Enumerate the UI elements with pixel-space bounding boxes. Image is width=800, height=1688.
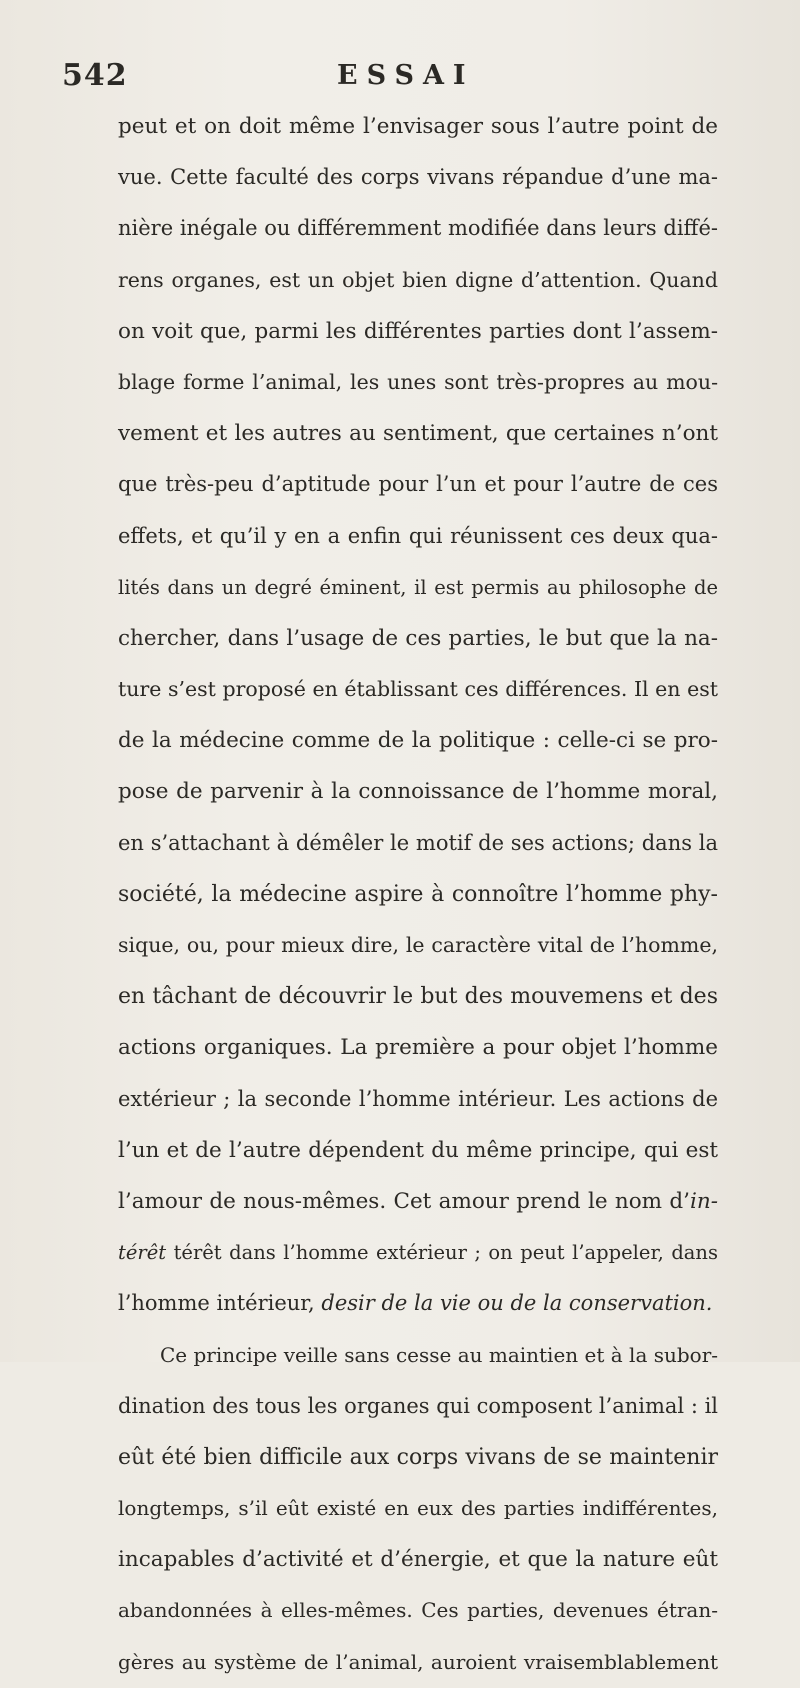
text-line: vue. Cette faculté des corps vivans répandue d’une ma- [118,165,718,190]
text-line: dination des tous les organes qui composent l’animal : il [118,1393,718,1418]
text-line: eût été bien difficile aux corps vivans de se maintenir [118,1444,718,1470]
text-line: ture s’est proposé en établissant ces différences. Il en est [118,677,718,702]
text-line: pose de parvenir à la connoissance de l’homme moral, [118,779,718,805]
text-line: longtemps, s’il eût existé en eux des parties indifférentes, [118,1496,718,1521]
italic-text: desir de la vie ou de la conservation. [321,1291,713,1316]
text-line: effets, et qu’il y en a enfin qui réunissent ces deux qua- [118,523,718,548]
italic-text: térêt [118,1241,167,1265]
text-line: gères au système de l’animal, auroient vraisemblablement [118,1649,718,1674]
text-line: que très-peu d’aptitude pour l’un et pour l’autre de ces [118,472,718,497]
text-line: chercher, dans l’usage de ces parties, le but que la na- [118,625,718,651]
text-line: blage forme l’animal, les unes sont très-propres au mou- [118,369,718,394]
text-line [118,1227,718,1278]
text-line: extérieur ; la seconde l’homme intérieur. Les actions de [118,1086,718,1111]
text-segment: térêt dans l’homme extérieur ; on peut l’appeler, dans [173,1241,718,1265]
text-line: actions organiques. La première a pour objet l’homme [118,1035,718,1061]
text-line: Ce principe veille sans cesse au maintien et à la subor- [160,1342,719,1367]
text-line: peut et on doit même l’envisager sous l’autre point de [118,114,718,139]
text-line: en s’attachant à démêler le motif de ses actions; dans la [118,830,718,855]
text-line [118,1278,718,1329]
text-line: l’un et de l’autre dépendent du même principe, qui est [118,1137,718,1163]
text-line: on voit que, parmi les différentes parties dont l’assem- [118,318,718,344]
page-header [62,58,702,98]
text-segment: l’amour de nous-mêmes. Cet amour prend le nom d’ [118,1188,690,1214]
text-line: vement et les autres au sentiment, que certaines n’ont [118,421,718,447]
text-line: en tâchant de découvrir le but des mouvemens et des [118,984,718,1010]
text-line: de la médecine comme de la politique : celle-ci se pro- [118,728,718,754]
text-line: société, la médecine aspire à connoître l’homme phy- [118,881,718,907]
running-title: ESSAI [337,60,475,91]
text-segment: l’homme intérieur, [118,1291,315,1316]
body-text [118,101,718,1688]
text-line: abandonnées à elles-mêmes. Ces parties, devenues étran- [118,1598,718,1623]
text-line: sique, ou, pour mieux dire, le caractère vital de l’homme, [118,933,718,957]
italic-text: in- [690,1188,718,1214]
text-line: rens organes, est un objet bien digne d’attention. Quand [118,267,718,292]
page-number: 542 [62,58,128,93]
text-line: lités dans un degré éminent, il est permis au philosophe de [118,575,718,599]
text-line [118,1176,718,1227]
text-line: incapables d’activité et d’énergie, et que la nature eût [118,1547,718,1573]
text-line: nière inégale ou différemment modifiée dans leurs diffé- [118,216,718,241]
